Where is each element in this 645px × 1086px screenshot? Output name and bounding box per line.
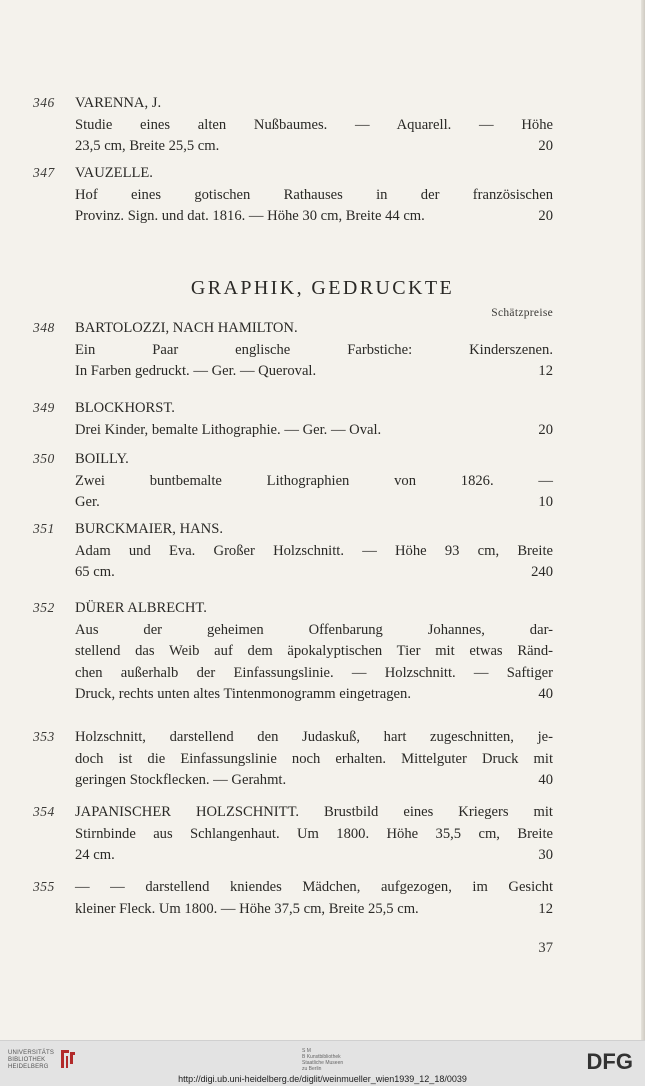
entry-line	[75, 845, 553, 866]
section-subheading: Schätzpreise	[491, 307, 553, 319]
estimate-price: 40	[538, 772, 553, 788]
entry-text: geringen Stockflecken. — Gerahmt.	[75, 772, 287, 788]
entry-text: 23,5 cm, Breite 25,5 cm.	[75, 138, 220, 154]
entry-text: doch ist die Einfassungslinie noch erhalten. Mittelguter Druck mit	[75, 750, 553, 767]
kunstbibliothek-logo: S M B Kunstbibliothek Staatliche Museen zu Berlin	[302, 1048, 344, 1072]
entry-number: 355	[33, 879, 55, 894]
page-number: 37	[538, 940, 553, 956]
viewer-footer	[0, 1040, 645, 1086]
entry-line	[75, 361, 553, 382]
entry-line	[75, 824, 553, 845]
estimate-price: 12	[538, 900, 553, 917]
entry-line	[75, 641, 553, 662]
entry-text: In Farben gedruckt. — Ger. — Queroval.	[75, 363, 317, 379]
entry-line	[75, 163, 553, 184]
entry-line	[75, 519, 553, 540]
entry-text: BARTOLOZZI, NACH HAMILTON.	[75, 320, 298, 336]
entry-text: stellend das Weib auf dem äpokalyptischen Tier mit etwas Ränd-	[75, 643, 553, 659]
entry-line	[75, 802, 553, 823]
entry-number: 346	[33, 95, 55, 110]
section-heading: GRAPHIK, GEDRUCKTE	[190, 277, 455, 299]
estimate-price: 10	[538, 494, 553, 510]
entry-number: 353	[33, 729, 55, 744]
entry-line	[75, 420, 553, 441]
entry-line	[75, 471, 553, 492]
entry-text: 65 cm.	[75, 564, 115, 580]
entry-line	[75, 663, 553, 684]
entry-text: DÜRER ALBRECHT.	[75, 600, 207, 616]
page-url[interactable]: http://digi.ub.uni-heidelberg.de/diglit/weinmueller_wien1939_12_18/0039	[178, 1074, 467, 1084]
estimate-price: 240	[531, 564, 553, 580]
estimate-price: 40	[538, 686, 553, 702]
entry-text: BOILLY.	[75, 451, 129, 467]
estimate-price: 20	[538, 421, 553, 438]
entry-number: 352	[33, 600, 55, 615]
entry-line	[75, 877, 553, 898]
entry-line	[75, 899, 553, 920]
entry-text: Adam und Eva. Großer Holzschnitt. — Höhe 93 cm, Breite	[75, 542, 553, 559]
university-logo-icon	[58, 1048, 78, 1070]
entry-text: Ger.	[75, 494, 100, 510]
entry-text: BLOCKHORST.	[75, 400, 175, 416]
entry-text: Hof eines gotischen Rathauses in der französischen	[75, 186, 553, 203]
entry-text: VARENNA, J.	[75, 95, 162, 111]
entry-line	[75, 340, 553, 361]
entry-text: BURCKMAIER, HANS.	[75, 521, 223, 537]
entry-line	[75, 684, 553, 705]
entry-number: 349	[33, 400, 55, 415]
entry-number: 354	[33, 804, 55, 819]
entry-line	[75, 770, 553, 791]
entry-number: 347	[33, 165, 55, 180]
estimate-price: 20	[538, 138, 553, 154]
entry-text: Provinz. Sign. und dat. 1816. — Höhe 30 cm, Breite 44 cm.	[75, 208, 425, 224]
entry-text: — — darstellend kniendes Mädchen, aufgezogen, im Gesicht	[75, 879, 553, 895]
entry-line	[75, 598, 553, 619]
entry-line	[75, 749, 553, 770]
entry-line	[75, 620, 553, 641]
entry-line	[75, 136, 553, 157]
entry-line	[75, 115, 553, 136]
estimate-price: 20	[538, 208, 553, 224]
entry-line	[75, 93, 553, 114]
entry-text: Aus der geheimen Offenbarung Johannes, dar-	[75, 621, 553, 638]
entry-text: 24 cm.	[75, 847, 115, 863]
entry-line	[75, 449, 553, 470]
entry-text: Ein Paar englische Farbstiche: Kinderszenen.	[75, 341, 553, 358]
entry-text: Holzschnitt, darstellend den Judaskuß, hart zugeschnitten, je-	[75, 729, 553, 745]
entry-line	[75, 727, 553, 748]
entry-number: 351	[33, 521, 55, 536]
entry-text: Studie eines alten Nußbaumes. — Aquarell. — Höhe	[75, 116, 553, 133]
entry-line	[75, 562, 553, 583]
entry-text: chen außerhalb der Einfassungslinie. — Holzschnitt. — Saftiger	[75, 664, 553, 681]
entry-text: Drei Kinder, bemalte Lithographie. — Ger. — Oval.	[75, 421, 382, 438]
entry-line	[75, 185, 553, 206]
university-label: UNIVERSITÄTS BIBLIOTHEK HEIDELBERG	[8, 1050, 55, 1070]
entry-number: 350	[33, 451, 55, 466]
entry-text: Zwei buntbemalte Lithographien von 1826. —	[75, 472, 553, 489]
entry-line	[75, 318, 553, 339]
estimate-price: 12	[538, 363, 553, 379]
entry-line	[75, 398, 553, 419]
entry-text: JAPANISCHER HOLZSCHNITT. Brustbild eines Kriegers mit	[75, 804, 553, 820]
entry-line	[75, 541, 553, 562]
entry-text: Druck, rechts unten altes Tintenmonogramm eingetragen.	[75, 686, 411, 702]
entry-number: 348	[33, 320, 55, 335]
entry-text: kleiner Fleck. Um 1800. — Höhe 37,5 cm, Breite 25,5 cm.	[75, 900, 419, 917]
entry-text: Stirnbinde aus Schlangenhaut. Um 1800. Höhe 35,5 cm, Breite	[75, 825, 553, 842]
entry-line	[75, 492, 553, 513]
dfg-logo: DFG	[586, 1049, 633, 1074]
entry-line	[75, 206, 553, 227]
entry-text: VAUZELLE.	[75, 165, 153, 181]
estimate-price: 30	[538, 847, 553, 863]
